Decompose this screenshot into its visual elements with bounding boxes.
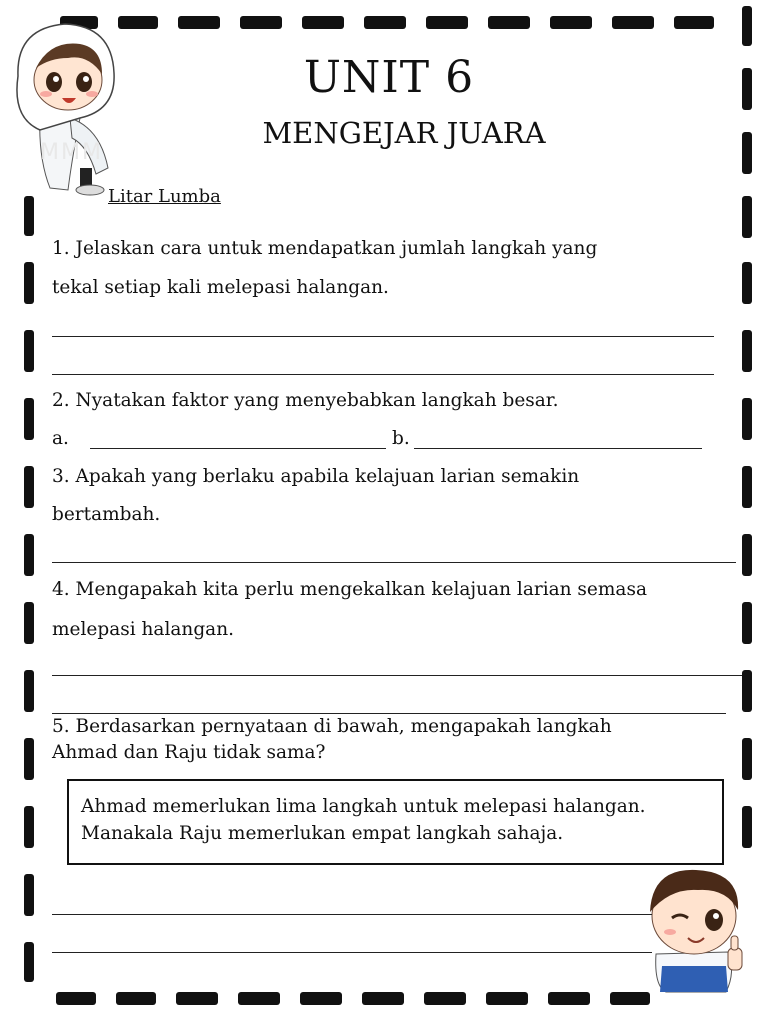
border-dash — [742, 398, 752, 440]
border-dash — [24, 466, 34, 508]
page-subtitle: MENGEJAR JUARA — [262, 116, 546, 150]
border-dash — [238, 992, 280, 1005]
border-dash — [24, 398, 34, 440]
border-dash — [742, 738, 752, 780]
cartoon-boy-thumbs-up-icon — [636, 862, 748, 996]
border-dash — [178, 16, 220, 29]
border-dash — [486, 992, 528, 1005]
cartoon-girl-hijab-icon — [10, 18, 120, 196]
question-1-line-2: tekal setiap kali melepasi halangan. — [52, 277, 389, 298]
border-dash — [742, 466, 752, 508]
answer-line-a[interactable] — [90, 448, 386, 449]
question-5-line-1: 5. Berdasarkan pernyataan di bawah, mengapakah langkah — [52, 716, 612, 737]
border-dash — [362, 992, 404, 1005]
border-dash — [118, 16, 158, 29]
question-1-line-1: 1. Jelaskan cara untuk mendapatkan jumlah langkah yang — [52, 238, 598, 259]
question-2-option-a: a. — [52, 428, 69, 449]
answer-line[interactable] — [52, 336, 714, 337]
question-2-option-b: b. — [392, 428, 410, 449]
border-dash — [24, 196, 34, 236]
border-dash — [24, 602, 34, 644]
border-dash — [300, 992, 342, 1005]
statement-line-2: Manakala Raju memerlukan empat langkah sahaja. — [81, 823, 564, 844]
border-dash — [24, 330, 34, 372]
answer-line[interactable] — [52, 374, 714, 375]
border-dash — [24, 874, 34, 916]
border-dash — [302, 16, 344, 29]
border-dash — [424, 992, 466, 1005]
border-dash — [24, 738, 34, 780]
border-dash — [742, 534, 752, 576]
border-dash — [24, 534, 34, 576]
answer-line[interactable] — [52, 713, 726, 714]
answer-line[interactable] — [52, 914, 652, 915]
border-dash — [24, 262, 34, 304]
question-5-line-2: Ahmad dan Raju tidak sama? — [52, 742, 326, 763]
statement-box — [67, 779, 724, 865]
answer-line[interactable] — [52, 562, 736, 563]
border-dash — [24, 942, 34, 982]
border-dash — [24, 670, 34, 712]
border-dash — [426, 16, 468, 29]
section-heading: Litar Lumba — [108, 186, 221, 207]
border-dash — [364, 16, 406, 29]
question-3-line-1: 3. Apakah yang berlaku apabila kelajuan larian semakin — [52, 466, 580, 487]
answer-line[interactable] — [52, 675, 742, 676]
border-dash — [742, 806, 752, 848]
page-title: UNIT 6 — [303, 52, 475, 103]
border-dash — [742, 602, 752, 644]
question-3-line-2: bertambah. — [52, 504, 161, 525]
border-dash — [742, 6, 752, 46]
watermark: ⅯⅯⅯ — [40, 140, 103, 165]
question-2: 2. Nyatakan faktor yang menyebabkan langkah besar. — [52, 390, 559, 411]
border-dash — [176, 992, 218, 1005]
border-dash — [240, 16, 282, 29]
border-dash — [24, 806, 34, 848]
border-dash — [612, 16, 654, 29]
border-dash — [742, 670, 752, 712]
border-dash — [742, 196, 752, 238]
border-dash — [674, 16, 714, 29]
answer-line[interactable] — [52, 952, 652, 953]
question-4-line-1: 4. Mengapakah kita perlu mengekalkan kelajuan larian semasa — [52, 579, 647, 600]
border-dash — [56, 992, 96, 1005]
border-dash — [548, 992, 590, 1005]
border-dash — [488, 16, 530, 29]
answer-line-b[interactable] — [414, 448, 702, 449]
border-dash — [742, 330, 752, 372]
statement-line-1: Ahmad memerlukan lima langkah untuk melepasi halangan. — [81, 796, 646, 817]
border-dash — [550, 16, 592, 29]
border-dash — [116, 992, 156, 1005]
question-4-line-2: melepasi halangan. — [52, 619, 234, 640]
border-dash — [742, 262, 752, 304]
